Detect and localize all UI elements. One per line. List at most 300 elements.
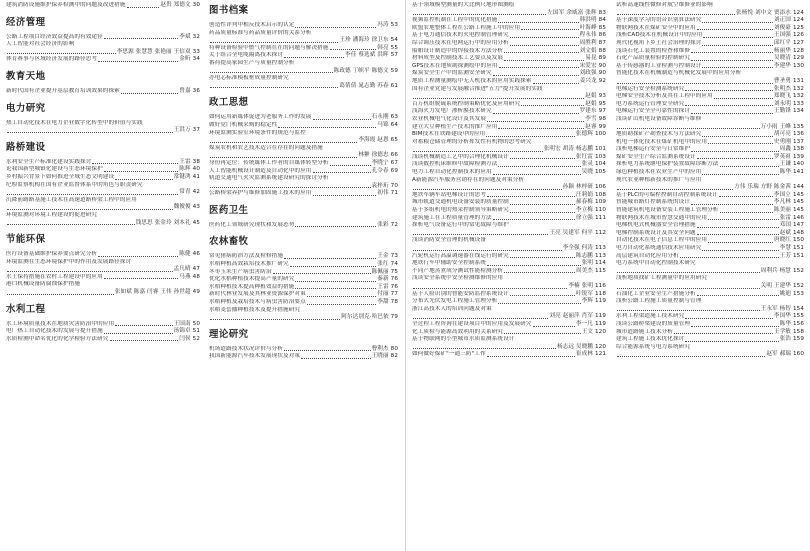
toc-entry[interactable] (412, 253, 606, 261)
entry-author: 赵娟 (585, 93, 597, 100)
entry-line (616, 154, 804, 162)
leader-dots (691, 60, 773, 61)
toc-entry[interactable] (412, 101, 606, 109)
entry-page-number: 69 (390, 167, 398, 174)
entry-title: 浅谈石化工装置的检查和维修 (616, 47, 691, 54)
entry-title-line (412, 237, 606, 245)
toc-entry[interactable] (209, 60, 398, 75)
entry-author: 张德辉 (575, 131, 594, 138)
entry-page-number: 64 (390, 121, 398, 128)
entry-author: 叶锐军 (575, 290, 594, 297)
toc-entry[interactable] (412, 268, 606, 276)
entry-title: 水稻麦套播种植技术及提升措施研究 (209, 306, 301, 313)
entry-line (616, 253, 804, 261)
entry-line (412, 17, 606, 25)
leader-dots (487, 121, 584, 122)
toc-entry[interactable] (616, 344, 804, 359)
toc-entry[interactable] (6, 321, 200, 329)
entry-author-line (209, 83, 398, 91)
toc-entry[interactable] (6, 56, 200, 64)
entry-title: 欧盟农地整体工程在公路工程施工中的应用 (412, 24, 521, 31)
toc-entry[interactable] (412, 298, 606, 306)
entry-page-number: 126 (793, 32, 804, 39)
toc-entry[interactable] (6, 251, 200, 259)
entry-page-number: 139 (793, 153, 804, 160)
entry-title: 石油化工企业安全生产措施分析 (616, 290, 696, 297)
entry-line (616, 237, 804, 245)
entry-page-number: 87 (598, 39, 606, 46)
entry-author-line (412, 245, 606, 253)
toc-entry[interactable] (616, 215, 804, 223)
entry-title: 机场道路技术状况评价与分析 (209, 345, 284, 352)
toc-entry[interactable] (616, 199, 804, 207)
entry-title: 基于物联网的小型城市水质监测系统设计 (412, 336, 515, 343)
entry-author: 张杨悦 刘中文 贾添水 (736, 9, 792, 16)
toc-entry[interactable] (616, 161, 804, 169)
entry-author: 王珍 潘海玲 徐卫东 (339, 37, 389, 44)
entry-line (616, 245, 804, 253)
entry-title: 浅谈数控机床维修中故障检测方法 (412, 161, 498, 168)
entry-title-line (6, 259, 200, 267)
toc-entry[interactable] (616, 275, 804, 290)
section-heading: 理论研究 (209, 328, 249, 340)
entry-author: 王雷 (179, 158, 191, 165)
section-heading: 节能环保 (6, 234, 46, 246)
entry-title-line (6, 281, 200, 289)
toc-entry[interactable] (209, 168, 398, 176)
entry-line (209, 291, 398, 299)
toc-entry[interactable] (6, 197, 200, 212)
leader-dots (720, 166, 779, 167)
toc-entry[interactable] (616, 2, 804, 17)
toc-entry[interactable] (6, 166, 200, 174)
entry-line (209, 190, 398, 198)
toc-entry[interactable] (412, 131, 606, 139)
toc-entry[interactable] (209, 130, 398, 145)
entry-title: 煤炭农机和农艺技术适合在存在的问题及措施 (209, 144, 323, 151)
toc-entry[interactable] (616, 86, 804, 94)
toc-entry[interactable] (616, 116, 804, 131)
entry-title: 电力系统运行管理安全研究 (616, 100, 685, 107)
toc-entry[interactable] (209, 22, 398, 30)
leader-dots (487, 356, 575, 357)
toc-entry[interactable] (412, 291, 606, 299)
leader-dots (691, 204, 773, 205)
entry-author: 李凡林 (773, 199, 792, 206)
entry-author: 王雷 (377, 283, 389, 290)
toc-entry[interactable] (209, 145, 398, 160)
leader-dots (510, 37, 579, 38)
entry-author: 王晓丽 (371, 353, 389, 360)
leader-dots (7, 132, 173, 133)
toc-entry[interactable] (412, 222, 606, 237)
entry-author-line (6, 289, 200, 297)
entry-author: 刘俊豪 (773, 24, 792, 31)
entry-page-number: 159 (793, 336, 804, 343)
toc-entry[interactable] (412, 70, 606, 78)
leader-dots (295, 288, 376, 289)
entry-author: 唐晓红 (773, 237, 792, 244)
entry-page-number: 110 (595, 207, 606, 214)
entry-line (6, 56, 200, 64)
leader-dots (7, 224, 135, 225)
entry-page-number: 156 (793, 320, 804, 327)
entry-line (209, 276, 398, 284)
toc-entry[interactable] (616, 40, 804, 48)
entry-page-number: 121 (595, 351, 606, 358)
toc-entry[interactable] (412, 48, 606, 56)
toc-entry[interactable] (412, 124, 606, 132)
leader-dots (7, 209, 173, 210)
entry-title: 浅谈机械制造工艺中的合理化机械设计 (412, 153, 509, 160)
leader-dots (413, 250, 562, 251)
toc-entry[interactable] (616, 321, 804, 329)
entry-line (6, 34, 200, 42)
toc-entry[interactable] (412, 2, 606, 17)
toc-entry[interactable] (412, 351, 606, 359)
toc-entry[interactable] (209, 299, 398, 307)
toc-entry[interactable] (6, 2, 200, 10)
entry-line (616, 93, 804, 101)
entry-title: 浅析CAD技术在机械设计中的应用 (616, 32, 703, 39)
toc-entry[interactable] (6, 259, 200, 274)
toc-entry[interactable] (616, 93, 804, 101)
entry-page-number: 145 (793, 191, 804, 198)
toc-entry[interactable] (412, 17, 606, 25)
toc-entry[interactable] (412, 116, 606, 124)
toc-entry[interactable] (412, 215, 606, 223)
entry-page-number: 154 (793, 305, 804, 312)
toc-entry[interactable] (616, 298, 804, 313)
toc-entry[interactable] (6, 174, 200, 182)
toc-entry[interactable] (6, 274, 200, 282)
toc-entry[interactable] (6, 328, 200, 336)
toc-entry[interactable] (6, 212, 200, 227)
toc-entry[interactable] (6, 182, 200, 197)
leader-dots (703, 37, 773, 38)
entry-line (6, 2, 200, 10)
toc-entry[interactable] (6, 41, 200, 56)
entry-title: 智能城市路灯控制系统的设计 (616, 199, 691, 206)
entry-author: 李慧 (779, 245, 792, 251)
section-heading: 医药卫生 (209, 204, 249, 216)
toc-entry[interactable] (412, 329, 606, 337)
toc-entry[interactable] (412, 260, 606, 268)
entry-line (209, 346, 398, 354)
entry-author: 王永军 杨智 (760, 305, 792, 312)
entry-title-line (616, 260, 804, 268)
entry-page-number: 70 (390, 182, 398, 189)
leader-dots (273, 273, 371, 274)
entry-page-number: 89 (598, 55, 606, 62)
toc-entry[interactable] (616, 253, 804, 261)
entry-line (412, 253, 606, 261)
entry-author: 李斌 (179, 33, 191, 40)
leader-dots (104, 171, 178, 172)
toc-entry[interactable] (209, 253, 398, 261)
entry-page-number: 32 (192, 33, 200, 40)
entry-title: GPS技术在地质勘探测绘中的应用 (412, 62, 498, 69)
toc-entry[interactable] (209, 190, 398, 198)
section-heading: 水利工程 (6, 303, 46, 315)
toc-entry[interactable] (412, 78, 606, 86)
entry-page-number: 72 (390, 221, 398, 228)
entry-line (412, 108, 606, 116)
entry-title: 水利安全生产标准化建设实践探讨 (6, 158, 92, 165)
entry-line (209, 253, 398, 261)
toc-entry[interactable] (412, 177, 606, 192)
entry-page-number: 128 (793, 47, 804, 54)
entry-line (412, 40, 606, 48)
leader-dots (413, 14, 546, 15)
entry-title: 高层建筑自动化应用分析 (616, 252, 679, 259)
toc-entry[interactable] (616, 32, 804, 40)
toc-entry[interactable] (412, 161, 606, 169)
entry-author: 孟凡晴 (173, 266, 191, 273)
toc-entry[interactable] (412, 275, 606, 290)
entry-title-line (6, 120, 200, 128)
toc-entry[interactable] (412, 321, 606, 329)
entry-line (6, 174, 200, 182)
entry-author: 王学敏 (773, 328, 792, 335)
leader-dots (7, 271, 173, 272)
entry-author: 邱红平 (773, 39, 792, 46)
section-heading: 经济管理 (6, 16, 46, 28)
leader-dots (510, 295, 575, 296)
leader-dots (290, 266, 377, 267)
entry-title: 浅谈矿山机电设备故障诊断与维修 (616, 115, 702, 122)
toc-entry[interactable] (616, 313, 804, 321)
toc-entry[interactable] (412, 199, 606, 207)
entry-line (209, 22, 398, 30)
leader-dots (284, 350, 371, 351)
entry-title: 如何运用新媒体促进为老服务工作的发展 (209, 114, 312, 121)
toc-entry[interactable] (6, 281, 200, 296)
toc-entry[interactable] (412, 86, 606, 101)
toc-entry[interactable] (616, 336, 804, 344)
leader-dots (210, 187, 371, 188)
toc-entry[interactable] (616, 245, 804, 253)
entry-title: 特种设备检验中燃气控制在在的问题与解决措施 (209, 44, 329, 51)
toc-entry[interactable] (209, 353, 398, 361)
entry-page-number: 92 (598, 77, 606, 84)
entry-page-number: 54 (390, 37, 398, 44)
entry-page-number: 111 (595, 214, 606, 221)
toc-entry[interactable] (412, 306, 606, 321)
entry-author: 宋爱宏 (579, 62, 597, 69)
entry-title: 电厂热工自动化技术的发展与提升措施 (6, 328, 103, 335)
leader-dots (284, 57, 344, 58)
section-heading: 政工思想 (209, 97, 249, 109)
toc-entry[interactable] (412, 55, 606, 63)
entry-page-number: 144 (793, 184, 804, 191)
entry-page-number: 160 (793, 351, 804, 358)
entry-author: 吴晓清 (773, 55, 792, 62)
toc-entry[interactable] (412, 40, 606, 48)
toc-entry[interactable] (209, 122, 398, 130)
leader-dots (210, 87, 338, 88)
leader-dots (504, 52, 578, 53)
entry-author: 阿尔达别克·哈巴依 (341, 314, 389, 321)
entry-page-number: 103 (595, 153, 606, 160)
entry-title: 电梯运行安全检测系统研究 (616, 85, 685, 92)
toc-entry[interactable] (412, 108, 606, 116)
toc-entry[interactable] (412, 336, 606, 351)
toc-entry[interactable] (209, 75, 398, 90)
toc-entry[interactable] (6, 120, 200, 135)
leader-dots (617, 189, 733, 190)
leader-dots (486, 136, 575, 137)
toc-entry[interactable] (616, 237, 804, 245)
toc-entry[interactable] (6, 88, 200, 96)
entry-page-number: 109 (595, 199, 606, 206)
toc-entry[interactable] (616, 169, 804, 177)
toc-entry[interactable] (616, 131, 804, 139)
toc-entry[interactable] (616, 260, 804, 275)
entry-author: 曾嘉 (179, 87, 191, 94)
toc-entry[interactable] (616, 207, 804, 215)
toc-entry[interactable] (616, 55, 804, 63)
entry-title: 对蓄粮仓储管理的分析挥发性有机物的思考研究 (412, 138, 532, 145)
toc-entry[interactable] (209, 160, 398, 168)
entry-page-number: 30 (192, 2, 200, 8)
entry-page-number: 50 (192, 320, 200, 327)
entry-page-number: 113 (595, 252, 606, 259)
entry-page-number: 82 (390, 353, 398, 360)
toc-entry[interactable] (209, 175, 398, 190)
entry-title: 电力自动化系统通信技术应用研究 (616, 245, 702, 251)
entry-line (209, 299, 398, 307)
entry-title: 电力工程自动化控制技术的应用 (412, 169, 492, 176)
toc-entry[interactable] (616, 154, 804, 162)
entry-title: 环境监测实验室环境条件的规范与监控 (209, 129, 306, 136)
entry-title: 试析高速线性微修对航空维修业的影响 (616, 2, 713, 8)
entry-title: 创造性评判中相反技术启示的认定 (209, 22, 295, 28)
entry-author: 赵斌 (779, 229, 792, 236)
leader-dots (720, 212, 773, 213)
toc-entry[interactable] (209, 114, 398, 122)
toc-entry[interactable] (412, 237, 606, 252)
entry-author: 王洪万 (173, 127, 191, 134)
entry-author: 徐立强 (575, 214, 594, 221)
entry-title: 自动化技术在电子信息工程中的应用 (616, 237, 708, 244)
toc-entry[interactable] (616, 70, 804, 85)
leader-dots (702, 250, 778, 251)
leader-dots (702, 136, 773, 137)
entry-title: 汽轮机运行高温调速器在线运行的研究 (412, 252, 509, 259)
entry-page-number: 105 (595, 169, 606, 176)
entry-author: 李建华 (773, 62, 792, 69)
toc-entry[interactable] (209, 307, 398, 322)
toc-entry[interactable] (412, 25, 606, 33)
entry-title-line (616, 298, 804, 306)
toc-entry[interactable] (209, 291, 398, 299)
entry-title: 浅析公路工程施工质量控制与管理 (616, 298, 702, 305)
entry-line (616, 131, 804, 139)
entry-author: 钱思思 张金玲 刘本礼 (135, 219, 191, 226)
entry-page-number: 135 (793, 123, 804, 130)
leader-dots (533, 83, 579, 84)
toc-entry[interactable] (412, 169, 606, 177)
entry-author: 刘亮 赵丽萍 肖军 (549, 313, 594, 320)
entry-title-line (209, 175, 398, 183)
entry-author-line (412, 184, 606, 192)
entry-page-number: 84 (598, 17, 606, 24)
entry-page-number: 63 (390, 114, 398, 121)
entry-line (412, 169, 606, 177)
toc-entry[interactable] (616, 222, 804, 230)
entry-title: 现代农业种植新技术的推广与应用 (616, 176, 702, 183)
entry-page-number: 85 (598, 24, 606, 31)
toc-entry[interactable] (209, 276, 398, 284)
entry-line (209, 284, 398, 292)
entry-title: 港口机械设备防腐蚀保护措施 (6, 281, 81, 288)
leader-dots (617, 356, 765, 357)
entry-line (412, 329, 606, 337)
leader-dots (691, 151, 779, 152)
entry-author: 王勤锋 (773, 108, 792, 115)
toc-entry[interactable] (412, 154, 606, 162)
leader-dots (301, 358, 370, 359)
entry-title-line (616, 70, 804, 78)
section-heading: 教育天地 (6, 70, 46, 82)
leader-dots (413, 348, 556, 349)
toc-entry[interactable] (616, 63, 804, 71)
entry-line (412, 63, 606, 71)
toc-entry[interactable] (6, 336, 200, 344)
toc-entry[interactable] (6, 34, 200, 42)
toc-entry[interactable] (616, 329, 804, 337)
entry-author: 赵娟 (585, 100, 597, 107)
leader-dots (685, 318, 773, 319)
entry-author: 常键鸿 (173, 173, 191, 180)
toc-entry[interactable] (209, 346, 398, 354)
entry-title: 物联网技术在城市智慧交通中的应用 (616, 214, 708, 221)
leader-dots (104, 333, 173, 334)
toc-entry[interactable] (209, 269, 398, 277)
toc-entry[interactable] (616, 139, 804, 147)
toc-entry[interactable] (6, 159, 200, 167)
toc-entry[interactable] (616, 291, 804, 299)
entry-line (616, 199, 804, 207)
toc-entry[interactable] (209, 222, 398, 230)
entry-page-number: 33 (192, 48, 200, 55)
toc-entry[interactable] (616, 177, 804, 192)
leader-dots (7, 294, 114, 295)
toc-entry[interactable] (412, 207, 606, 215)
leader-dots (295, 226, 376, 227)
toc-entry[interactable] (616, 108, 804, 116)
entry-title-line (412, 275, 606, 283)
toc-entry[interactable] (209, 52, 398, 60)
entry-line (6, 328, 200, 336)
leader-dots (413, 151, 543, 152)
toc-entry[interactable] (209, 284, 398, 292)
entry-author: 赵军 郝瑞 (766, 351, 792, 358)
entry-page-number: 59 (390, 67, 398, 74)
entry-title: 身份再定位：传统媒体工作者的自媒体转型分析 (209, 159, 329, 166)
toc-entry[interactable] (412, 139, 606, 154)
toc-entry[interactable] (412, 63, 606, 71)
toc-entry[interactable] (616, 146, 804, 154)
toc-entry[interactable] (412, 32, 606, 40)
toc-entry[interactable] (209, 30, 398, 45)
toc-entry[interactable] (616, 17, 804, 25)
entry-line (412, 32, 606, 40)
toc-entry[interactable] (209, 261, 398, 269)
entry-title: 电梯安全技术分析及其在工程中的应用 (616, 93, 713, 100)
entry-title: 医疗设备基础维护保养要点研究分析 (6, 251, 98, 258)
